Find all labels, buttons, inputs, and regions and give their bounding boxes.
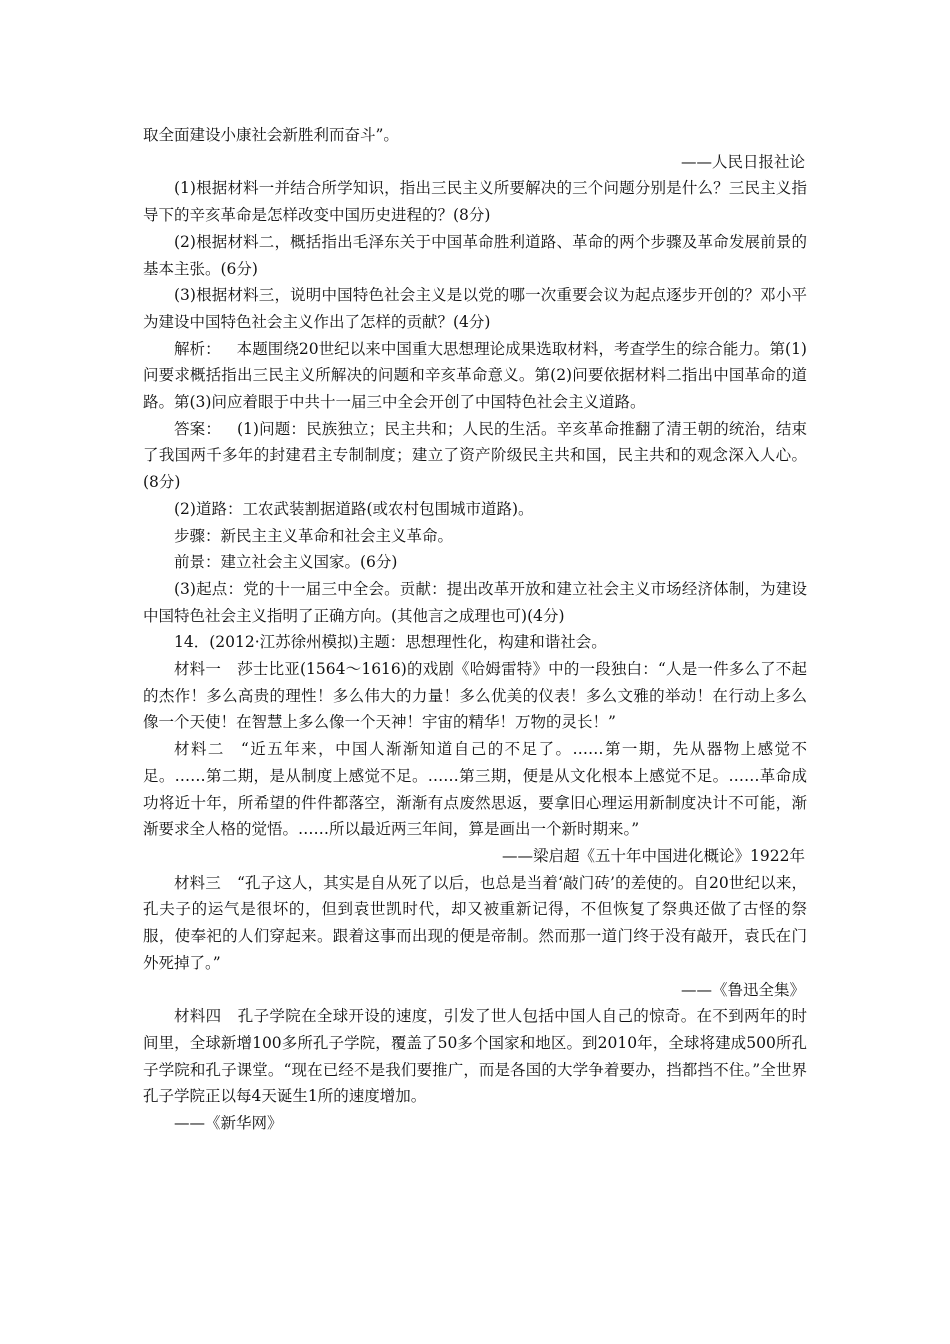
- material-four: [143, 1003, 807, 1110]
- question-14-heading: 14．(2012·江苏徐州模拟)主题：思想理性化，构建和谐社会。: [174, 633, 607, 652]
- source-lu-xun: ——《鲁迅全集》: [680, 980, 805, 999]
- material-one-text: 莎士比亚(1564～1616)的戏剧《哈姆雷特》中的一段独白：“人是一件多么了不起的杰作！多么高贵的理性！多么伟大的力量！多么优美的仪表！多么文雅的举动！在行动上多么像一个天使！在智慧上多么像一个天神！宇宙的精华！万物的灵长！”: [143, 660, 807, 732]
- answer-2-path: (2)道路：工农武装割据道路(或农村包围城市道路)。: [174, 499, 534, 518]
- answer-text: (1)问题：民族独立；民主共和；人民的生活。辛亥革命推翻了清王朝的统治，结束了我国两千多年的封建君主专制制度；建立了资产阶级民主共和国，民主共和的观念深入人心。(8分): [143, 419, 807, 492]
- document-page: [143, 122, 807, 1137]
- material-one-continuation: 取全面建设小康社会新胜利而奋斗”。: [143, 126, 399, 144]
- analysis-text: 本题围绕20世纪以来中国重大思想理论成果选取材料，考查学生的综合能力。第(1)问要求概括指出三民主义所解决的问题和辛亥革命意义。第(2)问要依据材料二指出中国革命的道路。第(3)问应着眼于中共十一届三中全会开创了中国特色社会主义道路。: [143, 339, 807, 412]
- material-two-label: 材料二: [174, 740, 225, 759]
- answer-paragraph: [143, 416, 807, 496]
- material-two: [143, 736, 807, 843]
- material-one: [143, 656, 807, 736]
- material-one-label: 材料一: [174, 660, 222, 679]
- answer-2-prospect: 前景：建立社会主义国家。(6分): [174, 553, 398, 572]
- answer-2-steps: 步骤：新民主主义革命和社会主义革命。: [174, 526, 454, 545]
- source-liang-qichao: ——梁启超《五十年中国进化概论》1922年: [502, 846, 805, 865]
- answer-3: (3)起点：党的十一届三中全会。贡献：提出改革开放和建立社会主义市场经济体制，为建设中国特色社会主义指明了正确方向。(其他言之成理也可)(4分): [143, 579, 807, 625]
- question-1: (1)根据材料一并结合所学知识，指出三民主义所要解决的三个问题分别是什么？三民主义指导下的辛亥革命是怎样改变中国历史进程的？(8分): [143, 179, 807, 225]
- material-two-text: “近五年来，中国人渐渐知道自己的不足了。……第一期，先从器物上感觉不足。……第二期，是从制度上感觉不足。……第三期，便是从文化根本上感觉不足。……革命成功将近十年，所希望的件件都落空，渐渐有点废然思返，要拿旧心理运用新制度决计不可能，渐渐要求全人格的觉悟。……所以最近两三年间，算是画出一个新时期来。”: [143, 740, 807, 839]
- material-three-label: 材料三: [174, 873, 221, 892]
- material-four-text: 孔子学院在全球开设的速度，引发了世人包括中国人自己的惊奇。在不到两年的时间里，全球新增100多所孔子学院，覆盖了50多个国家和地区。到2010年，全球将建成500所孔子学院和孔子课堂。“现在已经不是我们要推广，而是各国的大学争着要办，挡都挡不住。”全世界孔子学院正以每4天诞生1所的速度增加。: [143, 1007, 807, 1106]
- question-2: (2)根据材料二，概括指出毛泽东关于中国革命胜利道路、革命的两个步骤及革命发展前景的基本主张。(6分): [143, 232, 807, 278]
- question-3: (3)根据材料三，说明中国特色社会主义是以党的哪一次重要会议为起点逐步开创的？邓小平为建设中国特色社会主义作出了怎样的贡献？(4分): [143, 286, 807, 331]
- analysis-label: 解析：: [174, 339, 221, 358]
- analysis-paragraph: [143, 336, 807, 416]
- source-xinhua: ——《新华网》: [174, 1114, 283, 1133]
- material-three-text: “孔子这人，其实是自从死了以后，也总是当着‘敲门砖’的差使的。自20世纪以来，孔夫子的运气是很坏的，但到袁世凯时代，却又被重新记得，不但恢复了祭典还做了古怪的祭服，使奉祀的人们穿起来。跟着这事而出现的便是帝制。然而那一道门终于没有敲开，袁氏在门外死掉了。”: [143, 873, 807, 972]
- material-four-label: 材料四: [174, 1007, 222, 1026]
- source-people-daily: ——人民日报社论: [680, 152, 805, 171]
- answer-label: 答案：: [174, 419, 221, 438]
- material-three: [143, 870, 807, 977]
